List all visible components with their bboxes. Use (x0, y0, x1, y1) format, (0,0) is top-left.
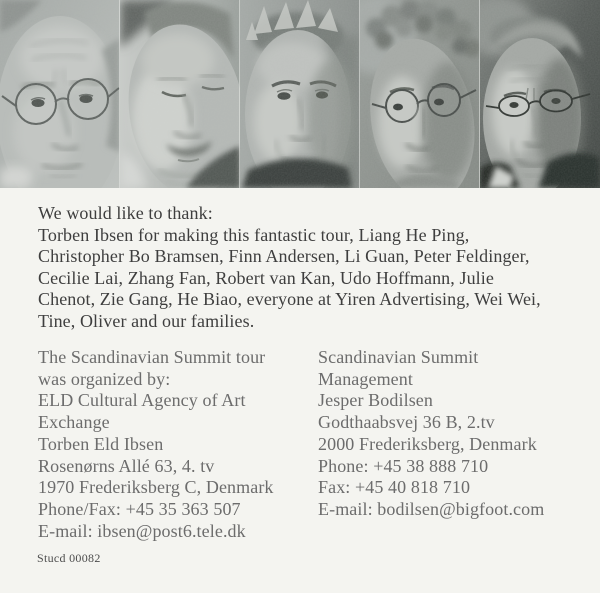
management-fax-line: Fax: +45 40 818 710 (318, 477, 471, 498)
portrait-photo-5 (480, 0, 600, 188)
portrait-photo-1 (0, 0, 120, 188)
organizer-line: Exchange (38, 412, 110, 433)
portrait-1-illustration (0, 0, 120, 188)
management-line: Scandinavian Summit (318, 347, 479, 367)
management-address-line: 2000 Frederiksberg, Denmark (318, 433, 537, 454)
organizer-line: ELD Cultural Agency of Art (38, 390, 246, 411)
organizer-address-line: Rosenørns Allé 63, 4. tv (38, 455, 215, 476)
management-email-line: E-mail: bodilsen@bigfoot.com (318, 498, 545, 519)
thanks-heading: We would like to thank: (38, 203, 213, 223)
catalog-number: Stucd 00082 (37, 551, 101, 565)
organizer-line: The Scandinavian Summit tour (38, 347, 266, 367)
organizer-contact-block (38, 347, 310, 542)
management-contact-block (318, 347, 580, 521)
portrait-4-illustration (360, 0, 480, 188)
thanks-line: Chenot, Zie Gang, He Biao, everyone at Yiren Advertising, Wei Wei, (38, 289, 541, 310)
management-address-line: Godthaabsvej 36 B, 2.tv (318, 412, 495, 433)
portrait-photo-4 (360, 0, 480, 188)
management-line: Jesper Bodilsen (318, 390, 433, 411)
thanks-line: Torben Ibsen for making this fantastic tour, Liang He Ping, (38, 224, 470, 245)
portrait-photo-3 (240, 0, 360, 188)
organizer-line: was organized by: (38, 368, 171, 389)
thanks-section (38, 203, 583, 333)
photo-strip (0, 0, 600, 188)
management-line: Management (318, 368, 413, 389)
organizer-email-line: E-mail: ibsen@post6.tele.dk (38, 520, 246, 541)
portrait-5-illustration (480, 0, 600, 188)
thanks-line: Christopher Bo Bramsen, Finn Andersen, Li Guan, Peter Feldinger, (38, 246, 530, 267)
organizer-address-line: 1970 Frederiksberg C, Denmark (38, 477, 274, 498)
organizer-phone-line: Phone/Fax: +45 35 363 507 (38, 498, 241, 519)
thanks-line: Tine, Oliver and our families. (38, 310, 255, 331)
management-phone-line: Phone: +45 38 888 710 (318, 455, 489, 476)
organizer-line: Torben Eld Ibsen (38, 433, 164, 454)
portrait-3-illustration (240, 0, 360, 188)
portrait-2-illustration (120, 0, 240, 188)
portrait-photo-2 (120, 0, 240, 188)
thanks-line: Cecilie Lai, Zhang Fan, Robert van Kan, Udo Hoffmann, Julie (38, 267, 494, 288)
